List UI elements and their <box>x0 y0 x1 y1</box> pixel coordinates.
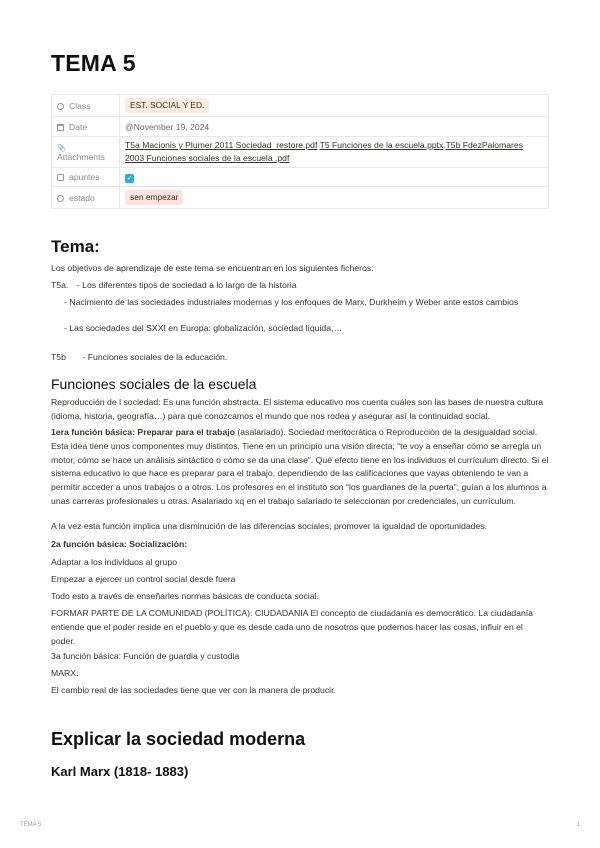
calendar-icon <box>57 124 64 131</box>
t5a-subitem-1: - Nacimiento de las sociedades industriales modernas y los enfoques de Marx, Durkheim y Weber ante estos cambios <box>64 297 519 307</box>
date-label: Date <box>69 121 88 132</box>
paragraph-normas: Todo esto a través de enseñarles normas básicas de conducta social. <box>51 591 320 601</box>
attachment-link-t5-pptx[interactable]: T5 Funciones de la escuela.pptx <box>319 140 444 150</box>
intro-text: Los objetivos de aprendizaje de este tema se encuentran en los siguientes ficheros: <box>51 263 374 273</box>
paragraph-ciudadania: FORMAR PARTE DE LA COMUNIDAD (POLÍTICA): CIUDADANIA El concepto de ciudadania es democrático. La ciudadanía entiende que el poder reside en el pueblo y que es desde cada uno de nosotros que podemos hacer las cosas, influir en el poder. <box>51 608 534 646</box>
property-row-class <box>52 95 549 117</box>
funciones-heading: Funciones sociales de la escuela <box>51 376 257 392</box>
footer-page-title: TEMA 5 <box>20 822 42 828</box>
apuntes-checkbox[interactable]: ✓ <box>126 175 133 182</box>
t5a-subitem-2: - Las sociedades del SXXI en Europa: globalización, sociedad líquida,… <box>64 323 343 333</box>
explicar-heading: Explicar la sociedad moderna <box>51 729 306 749</box>
footer-page-number: 1 <box>576 822 580 828</box>
paragraph-primera-funcion <box>51 426 549 509</box>
select-property-icon <box>57 103 64 110</box>
tercera-funcion-title: 3a función básica: Función de guardia y custodia <box>51 651 240 661</box>
property-row-estado <box>52 187 549 209</box>
estado-label: estado <box>69 192 95 203</box>
apuntes-label: apuntes <box>69 172 100 182</box>
paragraph-igualdad: A la vez esta función implica una disminución de las diferencias sociales; promover la igualdad de oportunidades. <box>51 521 488 531</box>
t5a-label: T5a. <box>51 280 69 290</box>
paragraph-adaptar: Adaptar a los individuos al grupo <box>51 557 178 567</box>
paragraph-cambio-real: El cambio real de las sociedades tiene que ver con la manera de producir. <box>51 685 336 695</box>
date-value[interactable]: @November 19, 2024 <box>125 121 210 132</box>
paragraph-reproduccion: Reproducción de l sociedad: Es una función abstracta. El sistema educativo nos cuenta cuáles son las bases de nuestra cultura (idioma, historia, geografía…) para que conozcamos el mundo que nos rodea y asegurar así la continuidad social. <box>51 397 544 421</box>
estado-tag[interactable]: sen empezar <box>125 190 183 205</box>
paragraph-control-social: Empezar a ejercer un control social desde fuera <box>51 574 236 584</box>
segunda-funcion-title: 2a función básica: Socialización: <box>51 539 188 549</box>
attachments-label: Attachments <box>57 152 105 162</box>
properties-table <box>51 94 549 209</box>
class-label: Class <box>69 100 91 111</box>
property-row-date <box>52 117 549 137</box>
t5b-line <box>51 351 549 365</box>
page-title: TEMA 5 <box>51 50 136 76</box>
marx-label: MARX: <box>51 668 79 678</box>
tema-heading: Tema: <box>51 237 100 256</box>
checkbox-property-icon <box>57 174 64 181</box>
t5b-label: T5b <box>51 352 66 362</box>
status-property-icon <box>57 195 64 202</box>
karl-marx-heading: Karl Marx (1818- 1883) <box>51 764 189 779</box>
t5a-line <box>51 279 549 293</box>
paperclip-icon: 📎 <box>57 145 66 152</box>
attachment-link-t5a[interactable]: T5a Macionis y Plumer 2011 Sociedad_restore.pdf <box>125 140 318 150</box>
class-tag[interactable]: EST. SOCIAL Y ED. <box>125 98 209 113</box>
property-row-attachments <box>52 137 549 168</box>
t5b-text: - Funciones sociales de la educación. <box>82 352 228 362</box>
property-row-apuntes <box>52 168 549 187</box>
primera-funcion-text: (asalariado). Sociedad meritocrática o Reproducción de la desigualdad social. Esta idea tiene unos componentes muy distintos. Tiene en un principio una visión directa; “te voy a enseñar cómo se arregla un motor, cómo se hace un análisis sintáctico o cómo se da una clase”. Qué efecto tiene en los individuos el currículum directo. Si el sistema educativo lo que hace es preparar para el trabajo, dependiendo de las calificaciones que vayas obteniendo te van a permitir acceder a unos trabajos o a otros. Los profesores en el instituto son “los guardianes de la puerta”; guían a los alumnos a unas carreras profesionales u otras. Asalariado xq en el trabajo salariado te seleccionan por credenciales, un currículum. <box>51 427 549 506</box>
primera-funcion-title: 1era función básica: Preparar para el trabajo <box>51 427 235 437</box>
t5a-text: - Los diferentes tipos de sociedad a lo largo de la historia <box>76 280 297 290</box>
attachment-link-t5b[interactable]: T5b FdezPalomares 2003 Funciones sociales de la escuela .pdf <box>125 140 523 163</box>
